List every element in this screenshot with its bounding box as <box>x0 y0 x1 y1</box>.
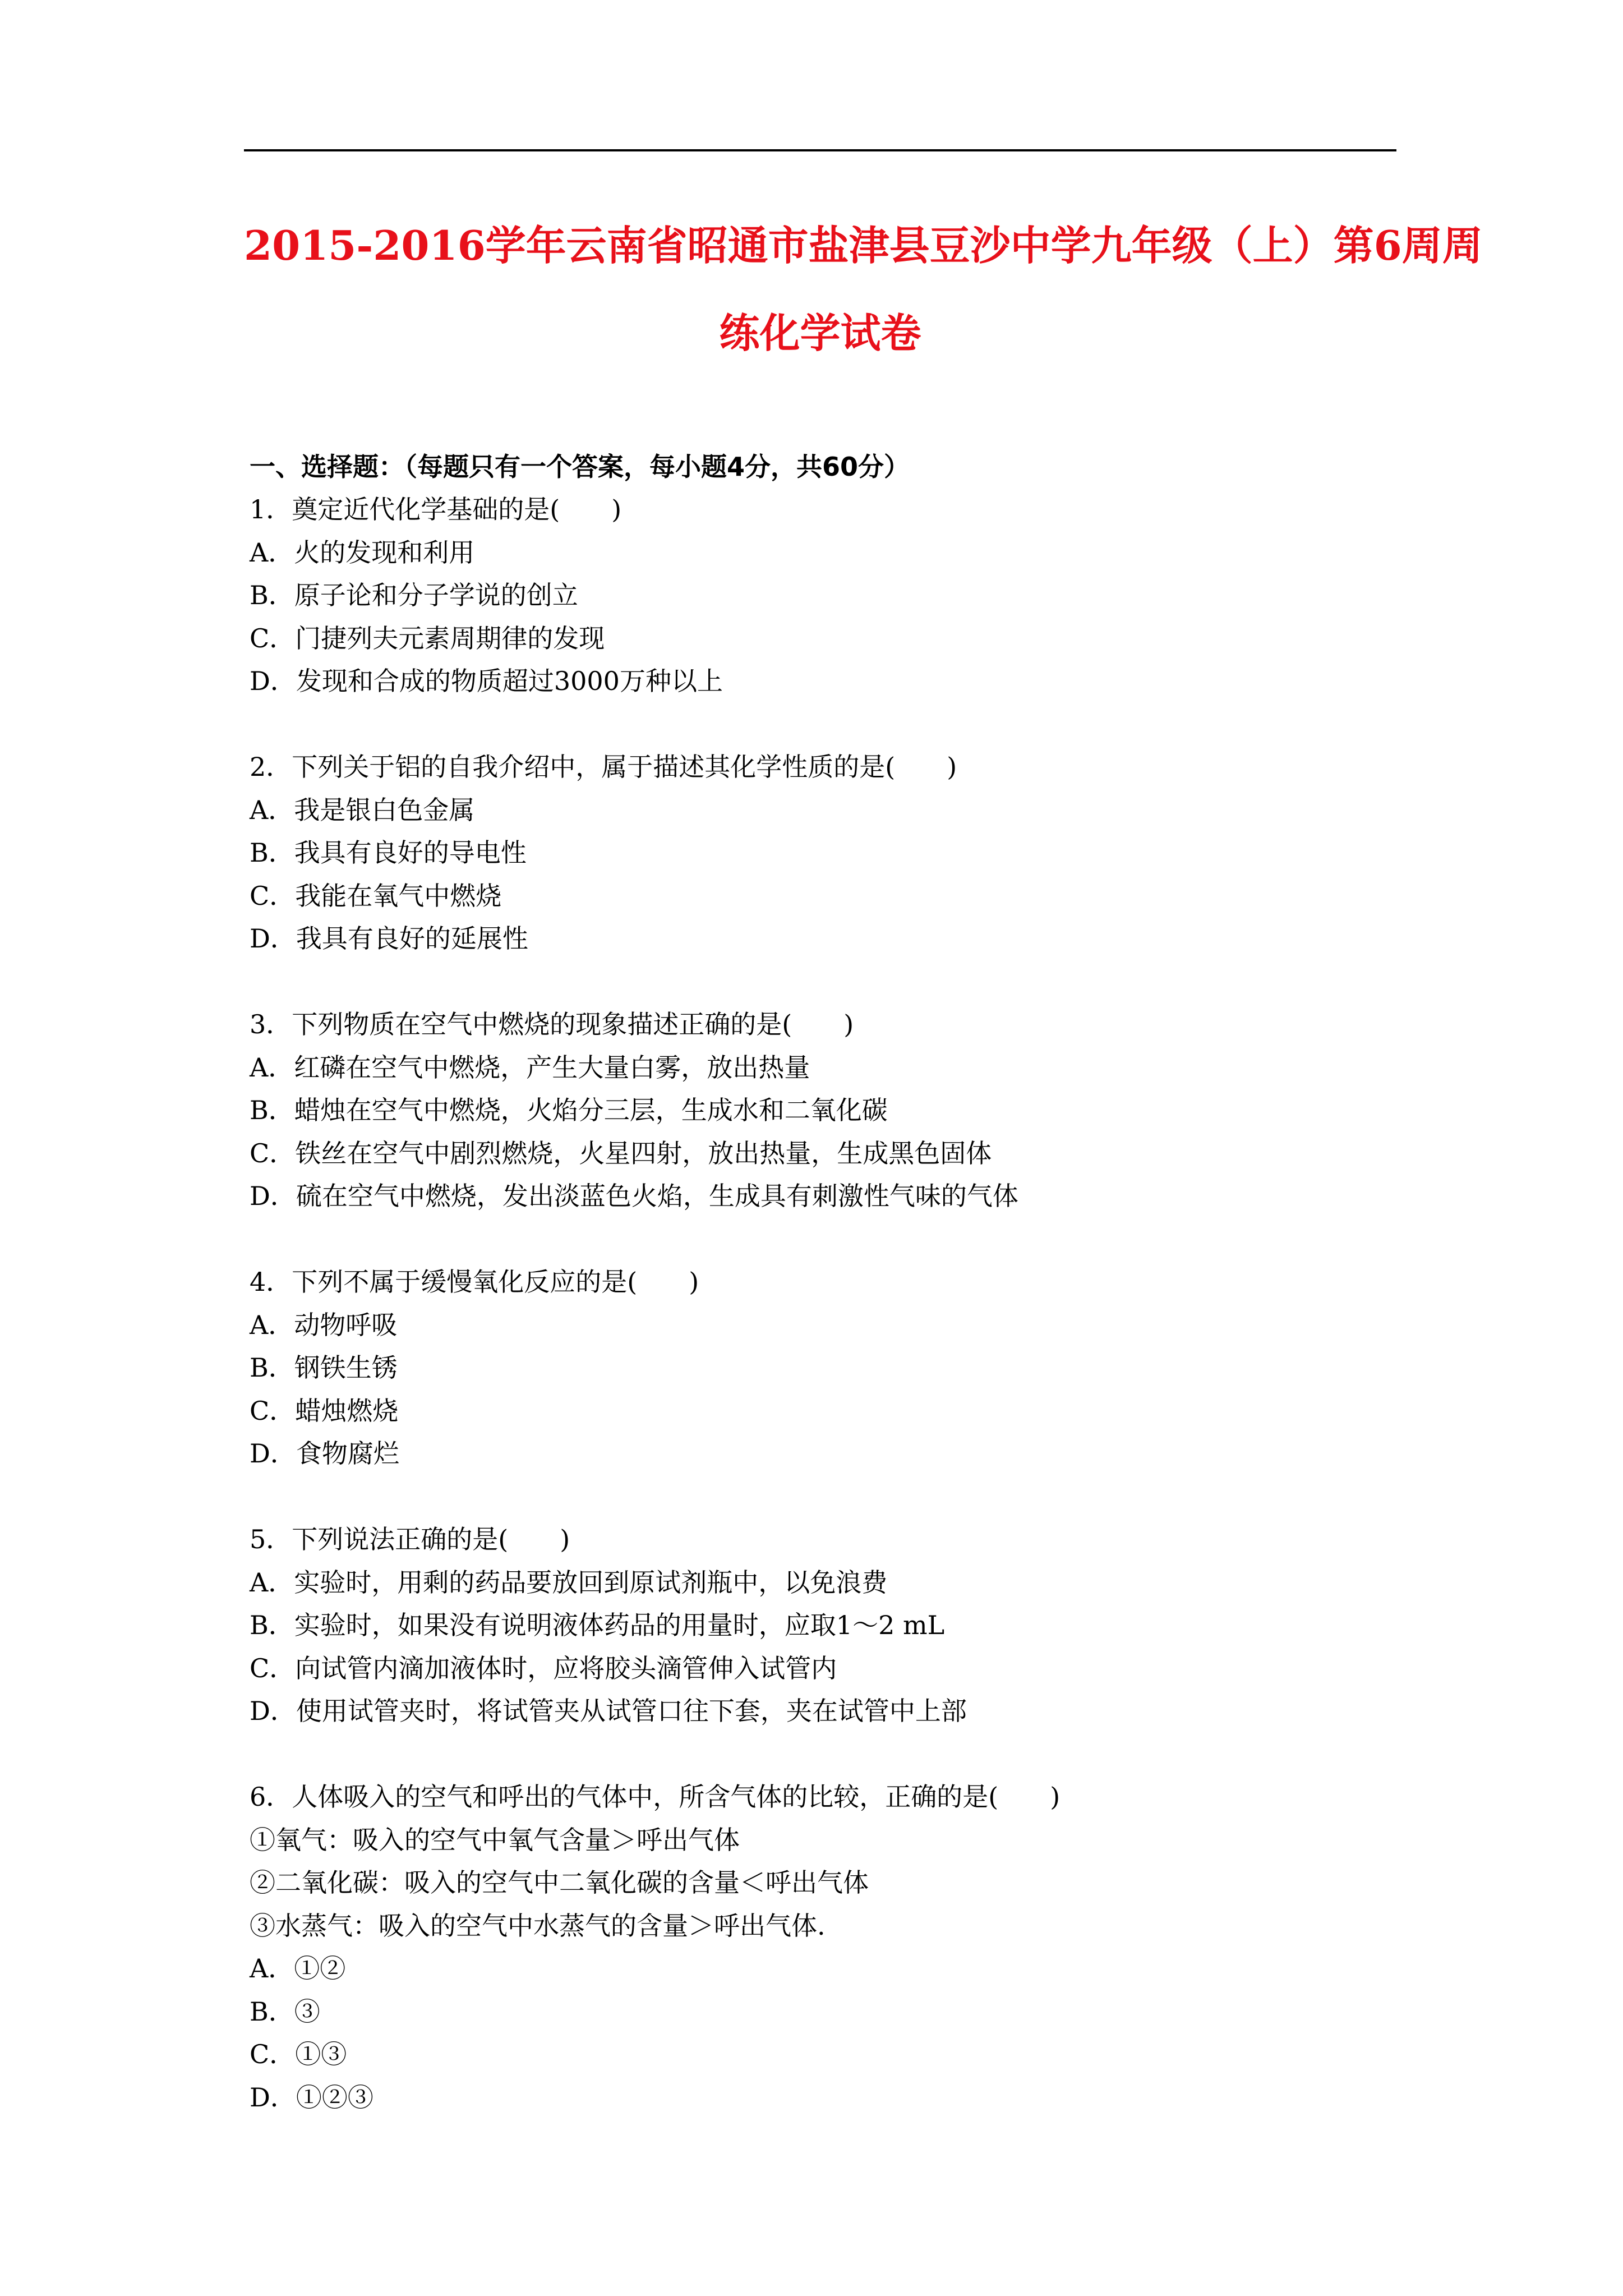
question-stem: 1．奠定近代化学基础的是( ) <box>250 494 622 524</box>
question-stem: 2．下列关于铝的自我介绍中，属于描述其化学性质的是( ) <box>250 752 957 782</box>
question-statement: ③水蒸气：吸入的空气中水蒸气的含量＞呼出气体. <box>250 1910 826 1941</box>
question-stem: 6．人体吸入的空气和呼出的气体中，所含气体的比较，正确的是( ) <box>250 1782 1061 1812</box>
question-stem: 4．下列不属于缓慢氧化反应的是( ) <box>250 1267 699 1297</box>
answer-option: C．我能在氧气中燃烧 <box>250 880 502 911</box>
answer-option: D．硫在空气中燃烧，发出淡蓝色火焰，生成具有刺激性气味的气体 <box>250 1181 1018 1211</box>
question-2 <box>250 746 1405 960</box>
document-title-line-1: 2015-2016学年云南省昭通市盐津县豆沙中学九年级（上）第6周周 <box>244 222 1483 269</box>
answer-option: D．使用试管夹时，将试管夹从试管口往下套，夹在试管中上部 <box>250 1696 967 1726</box>
answer-option: C．向试管内滴加液体时，应将胶头滴管伸入试管内 <box>250 1653 837 1683</box>
header-rule <box>244 149 1396 151</box>
answer-option: C．蜡烛燃烧 <box>250 1395 399 1426</box>
section-heading: 一、选择题：（每题只有一个答案，每小题4分，共60分） <box>250 452 910 482</box>
answer-option: A．①② <box>250 1953 346 1984</box>
answer-option: B．原子论和分子学说的创立 <box>250 580 578 610</box>
answer-option: C．门捷列夫元素周期律的发现 <box>250 623 605 654</box>
answer-option: A．我是银白色金属 <box>250 794 475 825</box>
answer-option: A．火的发现和利用 <box>250 537 475 568</box>
answer-option: D．发现和合成的物质超过3000万种以上 <box>250 666 723 696</box>
answer-option: A．实验时，用剩的药品要放回到原试剂瓶中，以免浪费 <box>250 1567 888 1598</box>
answer-option: D．①②③ <box>250 2082 374 2113</box>
answer-option: A．动物呼吸 <box>250 1309 398 1340</box>
answer-option: B．钢铁生锈 <box>250 1352 398 1383</box>
question-stem: 3．下列物质在空气中燃烧的现象描述正确的是( ) <box>250 1009 854 1039</box>
question-statement: ①氧气：吸入的空气中氧气含量＞呼出气体 <box>250 1824 740 1855</box>
answer-option: C．铁丝在空气中剧烈燃烧，火星四射，放出热量，生成黑色固体 <box>250 1138 992 1168</box>
exam-content <box>250 445 1405 2162</box>
question-5 <box>250 1518 1405 1733</box>
question-3 <box>250 1003 1405 1218</box>
answer-option: A．红磷在空气中燃烧，产生大量白雾，放出热量 <box>250 1052 810 1083</box>
question-statement: ②二氧化碳：吸入的空气中二氧化碳的含量＜呼出气体 <box>250 1867 869 1898</box>
answer-option: B．③ <box>250 1996 320 2027</box>
question-6 <box>250 1775 1405 2119</box>
answer-option: D．食物腐烂 <box>250 1438 399 1469</box>
answer-option: B．蜡烛在空气中燃烧，火焰分三层，生成水和二氧化碳 <box>250 1095 888 1125</box>
question-list <box>250 488 1405 2119</box>
question-1 <box>250 488 1405 703</box>
answer-option: C．①③ <box>250 2039 347 2069</box>
question-4 <box>250 1260 1405 1475</box>
answer-option: D．我具有良好的延展性 <box>250 923 528 954</box>
answer-option: B．我具有良好的导电性 <box>250 838 527 868</box>
answer-option: B．实验时，如果没有说明液体药品的用量时，应取1～2 mL <box>250 1610 945 1640</box>
question-stem: 5．下列说法正确的是( ) <box>250 1524 570 1554</box>
document-title-line-2: 练化学试卷 <box>719 309 921 357</box>
